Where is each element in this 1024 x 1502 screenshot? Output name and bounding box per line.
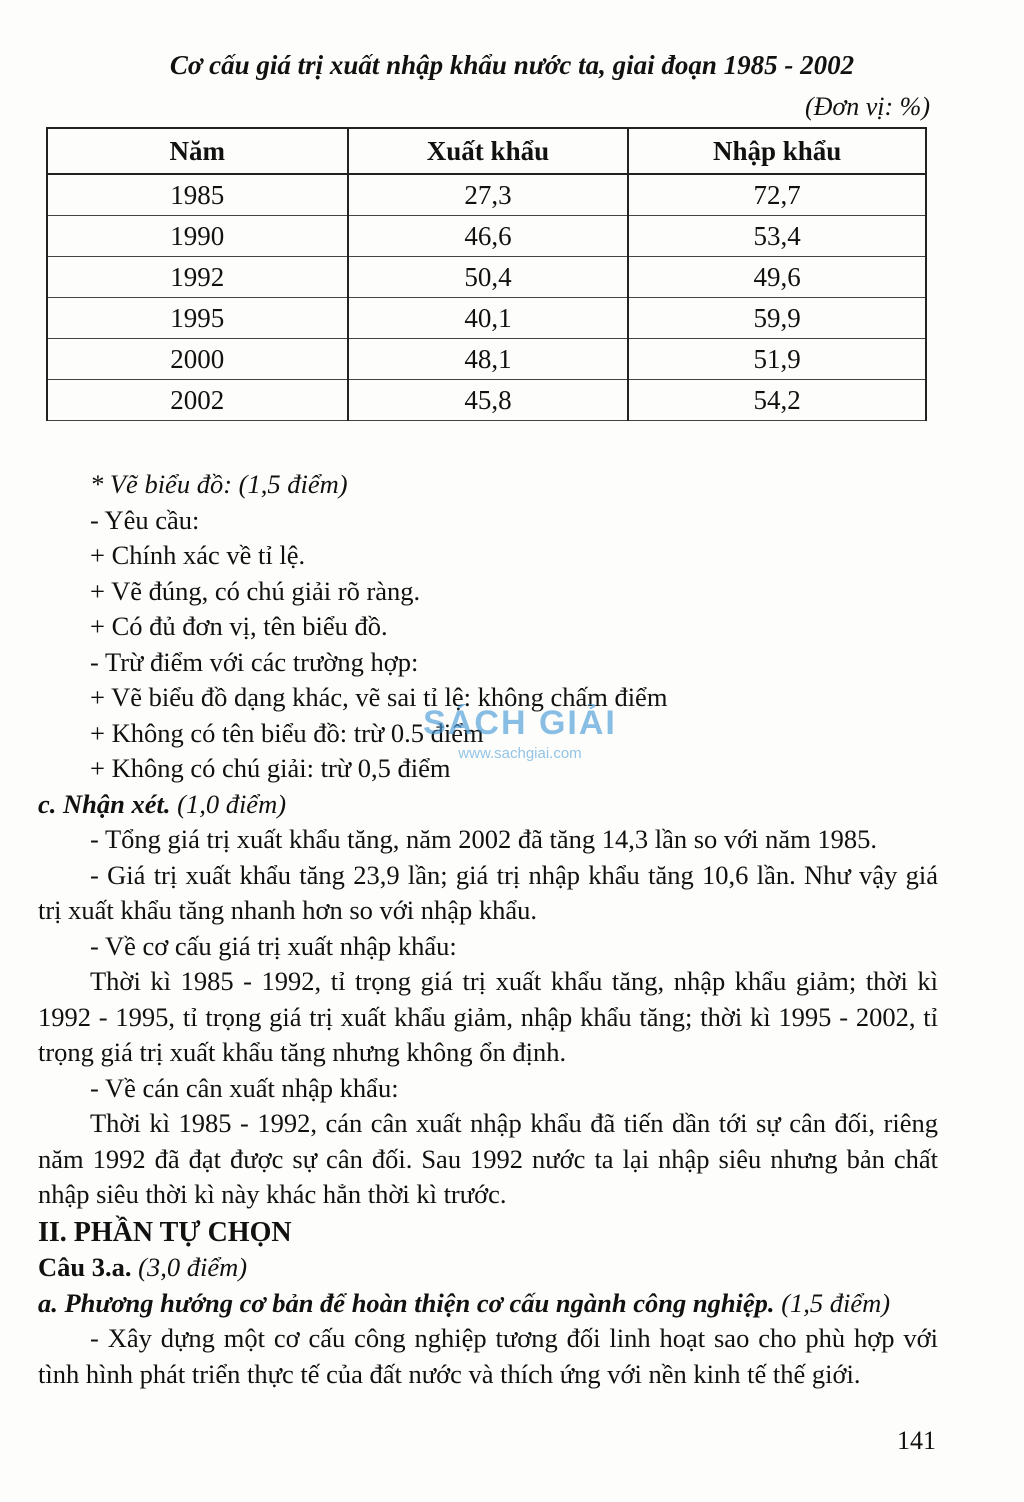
export-import-table — [46, 127, 927, 421]
subsection-a-heading — [38, 1286, 938, 1322]
header-import: Nhập khẩu — [628, 128, 926, 174]
cell-import: 54,2 — [628, 380, 926, 421]
body-text — [38, 467, 938, 1392]
cell-export: 48,1 — [348, 339, 629, 380]
table-row — [47, 174, 926, 216]
cell-year: 1992 — [47, 257, 348, 298]
question-heading — [38, 1250, 938, 1286]
table-row — [47, 298, 926, 339]
table-title: Cơ cấu giá trị xuất nhập khẩu nước ta, giai đoạn 1985 - 2002 — [169, 50, 855, 80]
list-item: + Có đủ đơn vị, tên biểu đồ. — [90, 611, 388, 641]
cell-export: 46,6 — [348, 216, 629, 257]
watermark-logo: SÁCH GIẢI — [423, 704, 617, 742]
subsection-a-title: a. Phương hướng cơ bản để hoàn thiện cơ cấu ngành công nghiệp. — [38, 1287, 775, 1318]
page-number: 141 — [897, 1426, 936, 1455]
question-label: Câu 3.a. — [38, 1252, 132, 1282]
cell-year: 1985 — [47, 174, 348, 216]
cell-export: 27,3 — [348, 174, 629, 216]
cell-year: 1995 — [47, 298, 348, 339]
cell-import: 51,9 — [628, 339, 926, 380]
list-item: + Vẽ biểu đồ dạng khác, vẽ sai tỉ lệ: không chấm điểm — [90, 682, 668, 712]
cell-import: 49,6 — [628, 257, 926, 298]
question-points: (3,0 điểm) — [131, 1252, 248, 1282]
unit-label: (Đơn vị: %) — [804, 92, 930, 121]
paragraph: - Xây dựng một cơ cấu công nghiệp tương đối linh hoạt sao cho phù hợp với tình hình phát triển thực tế của đất nước và thích ứng với nền kinh tế thế giới. — [38, 1323, 938, 1389]
chart-drawing-heading: * Vẽ biểu đồ: (1,5 điểm) — [90, 469, 348, 499]
section-c-points: (1,0 điểm) — [170, 788, 287, 819]
paragraph: Thời kì 1985 - 1992, tỉ trọng giá trị xuất khẩu tăng, nhập khẩu giảm; thời kì 1992 - 1995, tỉ trọng giá trị xuất khẩu giảm, nhập khẩu tăng; thời kì 1995 - 2002, tỉ trọng giá trị xuất khẩu tăng nhưng không ổn định. — [38, 966, 938, 1067]
table-row — [47, 216, 926, 257]
list-item: - Yêu cầu: — [90, 504, 200, 535]
table-row — [47, 339, 926, 380]
table-header-row — [47, 128, 926, 174]
paragraph: Thời kì 1985 - 1992, cán cân xuất nhập khẩu đã tiến dần tới sự cân đối, riêng năm 1992 đã đạt được sự cân đối. Sau 1992 nước ta lại nhập siêu nhưng bản chất nhập siêu thời kì này khác hẳn thời kì trước. — [38, 1108, 938, 1209]
paragraph: - Về cán cân xuất nhập khẩu: — [90, 1072, 399, 1103]
table-row — [47, 257, 926, 298]
section-c-title: c. Nhận xét. — [38, 788, 171, 819]
watermark-url: www.sachgiai.com — [458, 745, 582, 762]
paragraph: - Tổng giá trị xuất khẩu tăng, năm 2002 đã tăng 14,3 lần so với năm 1985. — [90, 824, 878, 854]
cell-import: 59,9 — [628, 298, 926, 339]
cell-export: 50,4 — [348, 257, 629, 298]
cell-export: 45,8 — [348, 380, 629, 421]
list-item: + Chính xác về tỉ lệ. — [90, 540, 306, 570]
paragraph: - Giá trị xuất khẩu tăng 23,9 lần; giá trị nhập khẩu tăng 10,6 lần. Như vậy giá trị xuất khẩu tăng nhanh hơn so với nhập khẩu. — [38, 859, 938, 925]
list-item: + Không có tên biểu đồ: trừ 0.5 điểm — [90, 717, 484, 748]
cell-year: 2000 — [47, 339, 348, 380]
header-year: Năm — [47, 128, 348, 174]
section-c-heading — [38, 787, 938, 823]
paragraph: - Về cơ cấu giá trị xuất nhập khẩu: — [90, 930, 457, 961]
cell-export: 40,1 — [348, 298, 629, 339]
table-row — [47, 380, 926, 421]
list-item: + Không có chú giải: trừ 0,5 điểm — [90, 753, 451, 783]
cell-year: 2002 — [47, 380, 348, 421]
cell-import: 72,7 — [628, 174, 926, 216]
list-item: - Trừ điểm với các trường hợp: — [90, 646, 419, 677]
cell-year: 1990 — [47, 216, 348, 257]
list-item: + Vẽ đúng, có chú giải rõ ràng. — [90, 575, 421, 606]
cell-import: 53,4 — [628, 216, 926, 257]
header-export: Xuất khẩu — [348, 128, 629, 174]
part-two-heading: II. PHẦN TỰ CHỌN — [38, 1216, 292, 1248]
subsection-a-points: (1,5 điểm) — [774, 1287, 891, 1318]
